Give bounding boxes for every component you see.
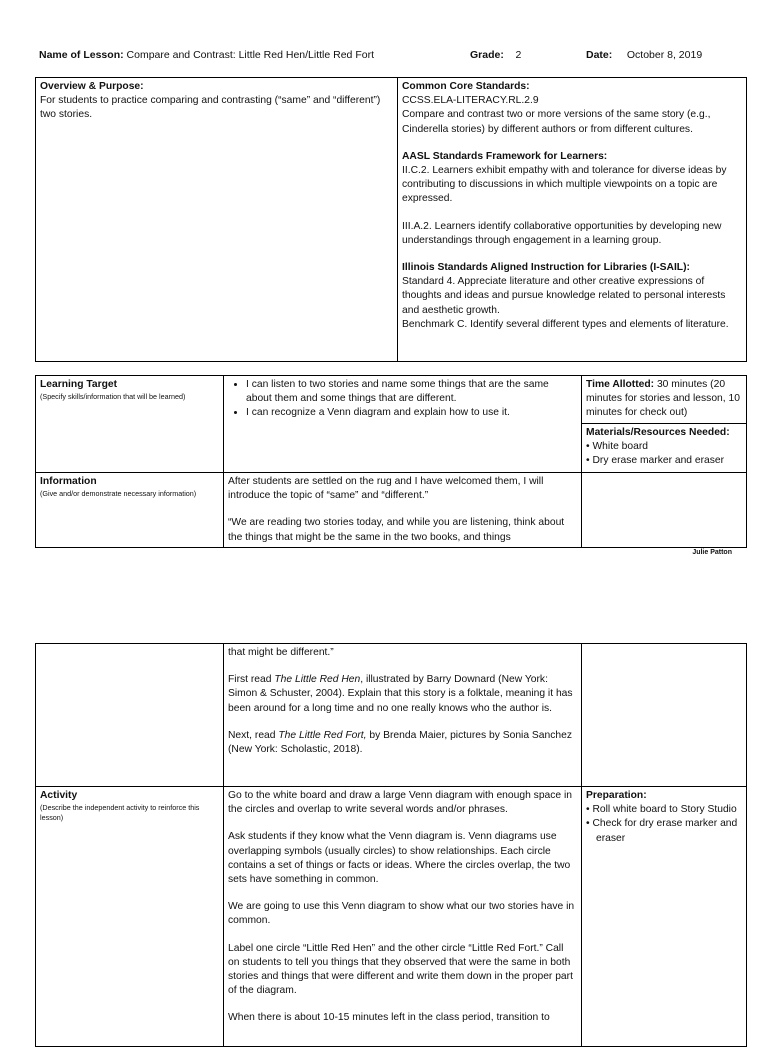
list-item: • I can listen to two stories and name some things that are the same about them and some things that are different. <box>246 378 577 406</box>
information-label: Information (Give and/or demonstrate necessary information) <box>36 473 224 548</box>
lesson-name: Name of Lesson: Compare and Contrast: Little Red Hen/Little Red Fort <box>39 49 374 61</box>
empty-cell <box>582 644 747 787</box>
reading-cell: that might be different.” First read The Little Red Hen, illustrated by Barry Downard (New York: Simon & Schuster, 2004). Explain that this story is a folktale, meaning it has been around for a long time and no one really knows who the author is. Next, read The Little Red Fort, by Brenda Maier, pictures by Sonia Sanchez (New York: Scholastic, 2018). <box>224 644 582 787</box>
signature: Julie Patton <box>692 549 732 556</box>
list-item: • Dry erase marker and eraser <box>586 455 725 467</box>
list-item: • Roll white board to Story Studio <box>586 804 737 816</box>
page-2 <box>0 608 768 1024</box>
empty-cell <box>582 473 747 548</box>
lesson-table <box>35 375 747 548</box>
information-text: After students are settled on the rug and I have welcomed them, I will introduce the topic of “same” and “different.” “We are reading two stories today, and while you are listening, think about the things that might be the same in the two books, and things <box>224 473 582 548</box>
list-item: • White board <box>586 440 648 452</box>
learning-target-label: Learning Target (Specify skills/information that will be learned) <box>36 376 224 473</box>
list-item: • Check for dry erase marker and eraser <box>586 818 738 844</box>
preparation-cell: Preparation: • Roll white board to Story Studio • Check for dry erase marker and eraser <box>582 787 747 1047</box>
continuation-table <box>35 643 747 1047</box>
empty-cell <box>36 644 224 787</box>
grade: Grade: 2 <box>470 49 522 61</box>
date: Date: October 8, 2019 <box>586 49 703 61</box>
standards-cell: Common Core Standards: CCSS.ELA-LITERACY.RL.2.9 Compare and contrast two or more versions of the same story (e.g., Cinderella stories) by different authors or from different cultures. AASL Standards Framework for Learners: II.C.2. Learners exhibit empathy with and tolerance for diverse ideas by contributing to discussions in which multiple viewpoints on a topic are expressed. III.A.2. Learners identify collaborative opportunities by developing new understandings through engagement in a learning group. Illinois Standards Aligned Instruction for Libraries (I-SAIL): Standard 4. Appreciate literature and other creative expressions of thoughts and ideas and pursue knowledge related to personal interests and aesthetic growth. Benchmark C. Identify several different types and elements of literature. <box>398 78 747 362</box>
first-read: First read The Little Red Hen, illustrated by Barry Downard (New York: Simon & Schuster, 2004). Explain that this story is a folktale, meaning it has been around for a long time and no one really knows who the author is. <box>228 674 573 714</box>
materials: Materials/Resources Needed: • White board • Dry erase marker and eraser <box>582 424 746 471</box>
overview-table <box>35 77 747 362</box>
activity-label: Activity (Describe the independent activity to reinforce this lesson) <box>36 787 224 1047</box>
list-item: • I can recognize a Venn diagram and explain how to use it. <box>246 406 577 420</box>
activity-text: Go to the white board and draw a large Venn diagram with enough space in the circles and overlap to write several words and/or phrases. Ask students if they know what the Venn diagram is. Venn diagrams use overlapping symbols (usually circles) to show relationships. Each circle contains a set of things or facts or ideas. Where the circles overlap, the two sets have something in common. We are going to use this Venn diagram to show what our two stories have in common. Label one circle “Little Red Hen” and the other circle “Little Red Fort.” Call on students to tell you things that they observed that were the same in both stories and things that were different and write them down in the proper part of the diagram. When there is about 10-15 minutes left in the class period, transition to <box>224 787 582 1047</box>
next-read: Next, read The Little Red Fort, by Brenda Maier, pictures by Sonia Sanchez (New York: Scholastic, 2018). <box>228 729 572 756</box>
learning-target-bullets <box>224 376 582 473</box>
time-materials-cell <box>582 376 747 473</box>
overview-cell: Overview & Purpose: For students to practice comparing and contrasting (“same” and “different”) two stories. <box>36 78 398 362</box>
page-gap <box>0 588 768 608</box>
time-allotted: Time Allotted: 30 minutes (20 minutes for stories and lesson, 10 minutes for check out) <box>582 376 746 424</box>
